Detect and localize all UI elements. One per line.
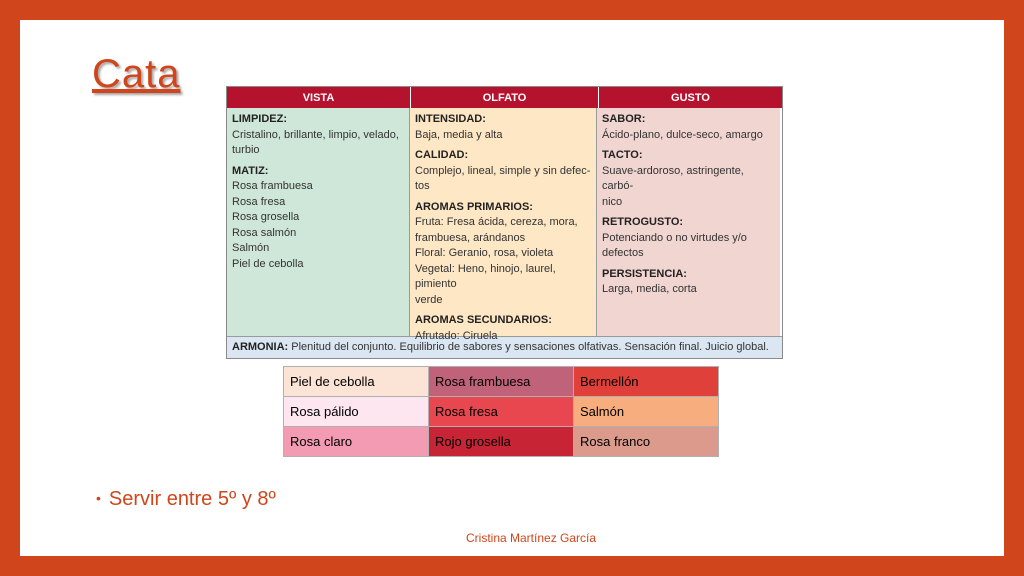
olfato-section: [415, 112, 591, 143]
section-line: Vegetal: Heno, hinojo, laurel, pimiento: [415, 262, 556, 290]
section-line: Piel de cebolla: [232, 257, 304, 270]
section-heading: AROMAS PRIMARIOS:: [415, 200, 533, 213]
olfato-section: [415, 148, 591, 195]
section-line: Floral: Geranio, rosa, violeta: [415, 247, 554, 259]
section-line: Complejo, lineal, simple y sin defec-: [415, 164, 591, 177]
bullet-dot-icon: •: [96, 490, 101, 506]
color-swatch-cell: Salmón: [574, 397, 719, 427]
section-heading: TACTO:: [602, 149, 643, 161]
header-olfato: OLFATO: [411, 87, 599, 108]
color-grid: [283, 366, 719, 457]
section-line: Rosa salmón: [232, 226, 297, 239]
armonia-text: Plenitud del conjunto. Equilibrio de sabores y sensaciones olfativas. Sensación final. Juicio global.: [288, 341, 769, 353]
tasting-table: [226, 86, 783, 359]
slide-title: Cata: [92, 52, 181, 96]
section-line: frambuesa, arándanos: [415, 231, 526, 244]
section-line: turbio: [232, 144, 260, 156]
section-line: Afrutado: Ciruela: [415, 329, 498, 342]
color-swatch-cell: Rosa fresa: [429, 397, 574, 427]
section-heading: INTENSIDAD:: [415, 113, 486, 125]
bullet-text: Servir entre 5º y 8º: [108, 488, 276, 510]
gusto-section: [602, 215, 775, 262]
armonia-label: ARMONIA:: [232, 341, 289, 353]
section-heading: PERSISTENCIA:: [602, 267, 687, 280]
section-line: verde: [415, 293, 443, 306]
section-line: Fruta: Fresa ácida, cereza, mora,: [415, 216, 578, 228]
section-line: nico: [602, 195, 623, 208]
section-heading: SABOR:: [602, 113, 646, 125]
section-line: Ácido-plano, dulce-seco, amargo: [602, 128, 763, 141]
section-heading: LIMPIDEZ:: [232, 113, 287, 125]
bullet-item: [96, 488, 276, 511]
tasting-table-header: [227, 87, 782, 108]
section-line: Cristalino, brillante, limpio, velado,: [232, 128, 399, 141]
color-swatch-cell: Piel de cebolla: [284, 367, 429, 397]
section-line: Potenciando o no virtudes y/o: [602, 231, 747, 244]
color-swatch-cell: Rojo grosella: [429, 427, 574, 457]
olfato-section: [415, 200, 591, 309]
section-line: defectos: [602, 247, 644, 259]
gusto-section: [602, 267, 775, 298]
section-line: Rosa grosella: [232, 211, 300, 223]
section-line: tos: [415, 180, 430, 192]
column-gusto: [597, 108, 780, 336]
section-heading: AROMAS SECUNDARIOS:: [415, 314, 552, 326]
gusto-section: [602, 148, 775, 210]
section-line: Larga, media, corta: [602, 283, 697, 295]
gusto-section: [602, 112, 775, 143]
header-vista: VISTA: [227, 87, 411, 108]
header-gusto: GUSTO: [671, 91, 710, 104]
section-line: Salmón: [232, 242, 270, 254]
color-swatch-cell: Bermellón: [574, 367, 719, 397]
color-swatch-cell: Rosa pálido: [284, 397, 429, 427]
color-swatch-cell: Rosa frambuesa: [429, 367, 574, 397]
color-row: [284, 427, 719, 457]
section-line: Suave-ardoroso, astringente, carbó-: [602, 164, 744, 192]
vista-section: [232, 112, 404, 159]
section-heading: MATIZ:: [232, 164, 269, 177]
section-line: Rosa fresa: [232, 195, 286, 208]
section-heading: CALIDAD:: [415, 149, 469, 161]
section-heading: RETROGUSTO:: [602, 216, 684, 228]
section-line: Rosa frambuesa: [232, 180, 313, 192]
color-row: [284, 367, 719, 397]
column-vista: [227, 108, 410, 336]
slide: [20, 20, 1004, 556]
section-line: Baja, media y alta: [415, 128, 503, 141]
footer-author: Cristina Martínez García: [466, 531, 597, 545]
color-swatch-cell: Rosa franco: [574, 427, 719, 457]
vista-section: [232, 164, 404, 273]
color-row: [284, 397, 719, 427]
column-olfato: [410, 108, 597, 342]
olfato-section: [415, 313, 591, 344]
color-swatch-cell: Rosa claro: [284, 427, 429, 457]
